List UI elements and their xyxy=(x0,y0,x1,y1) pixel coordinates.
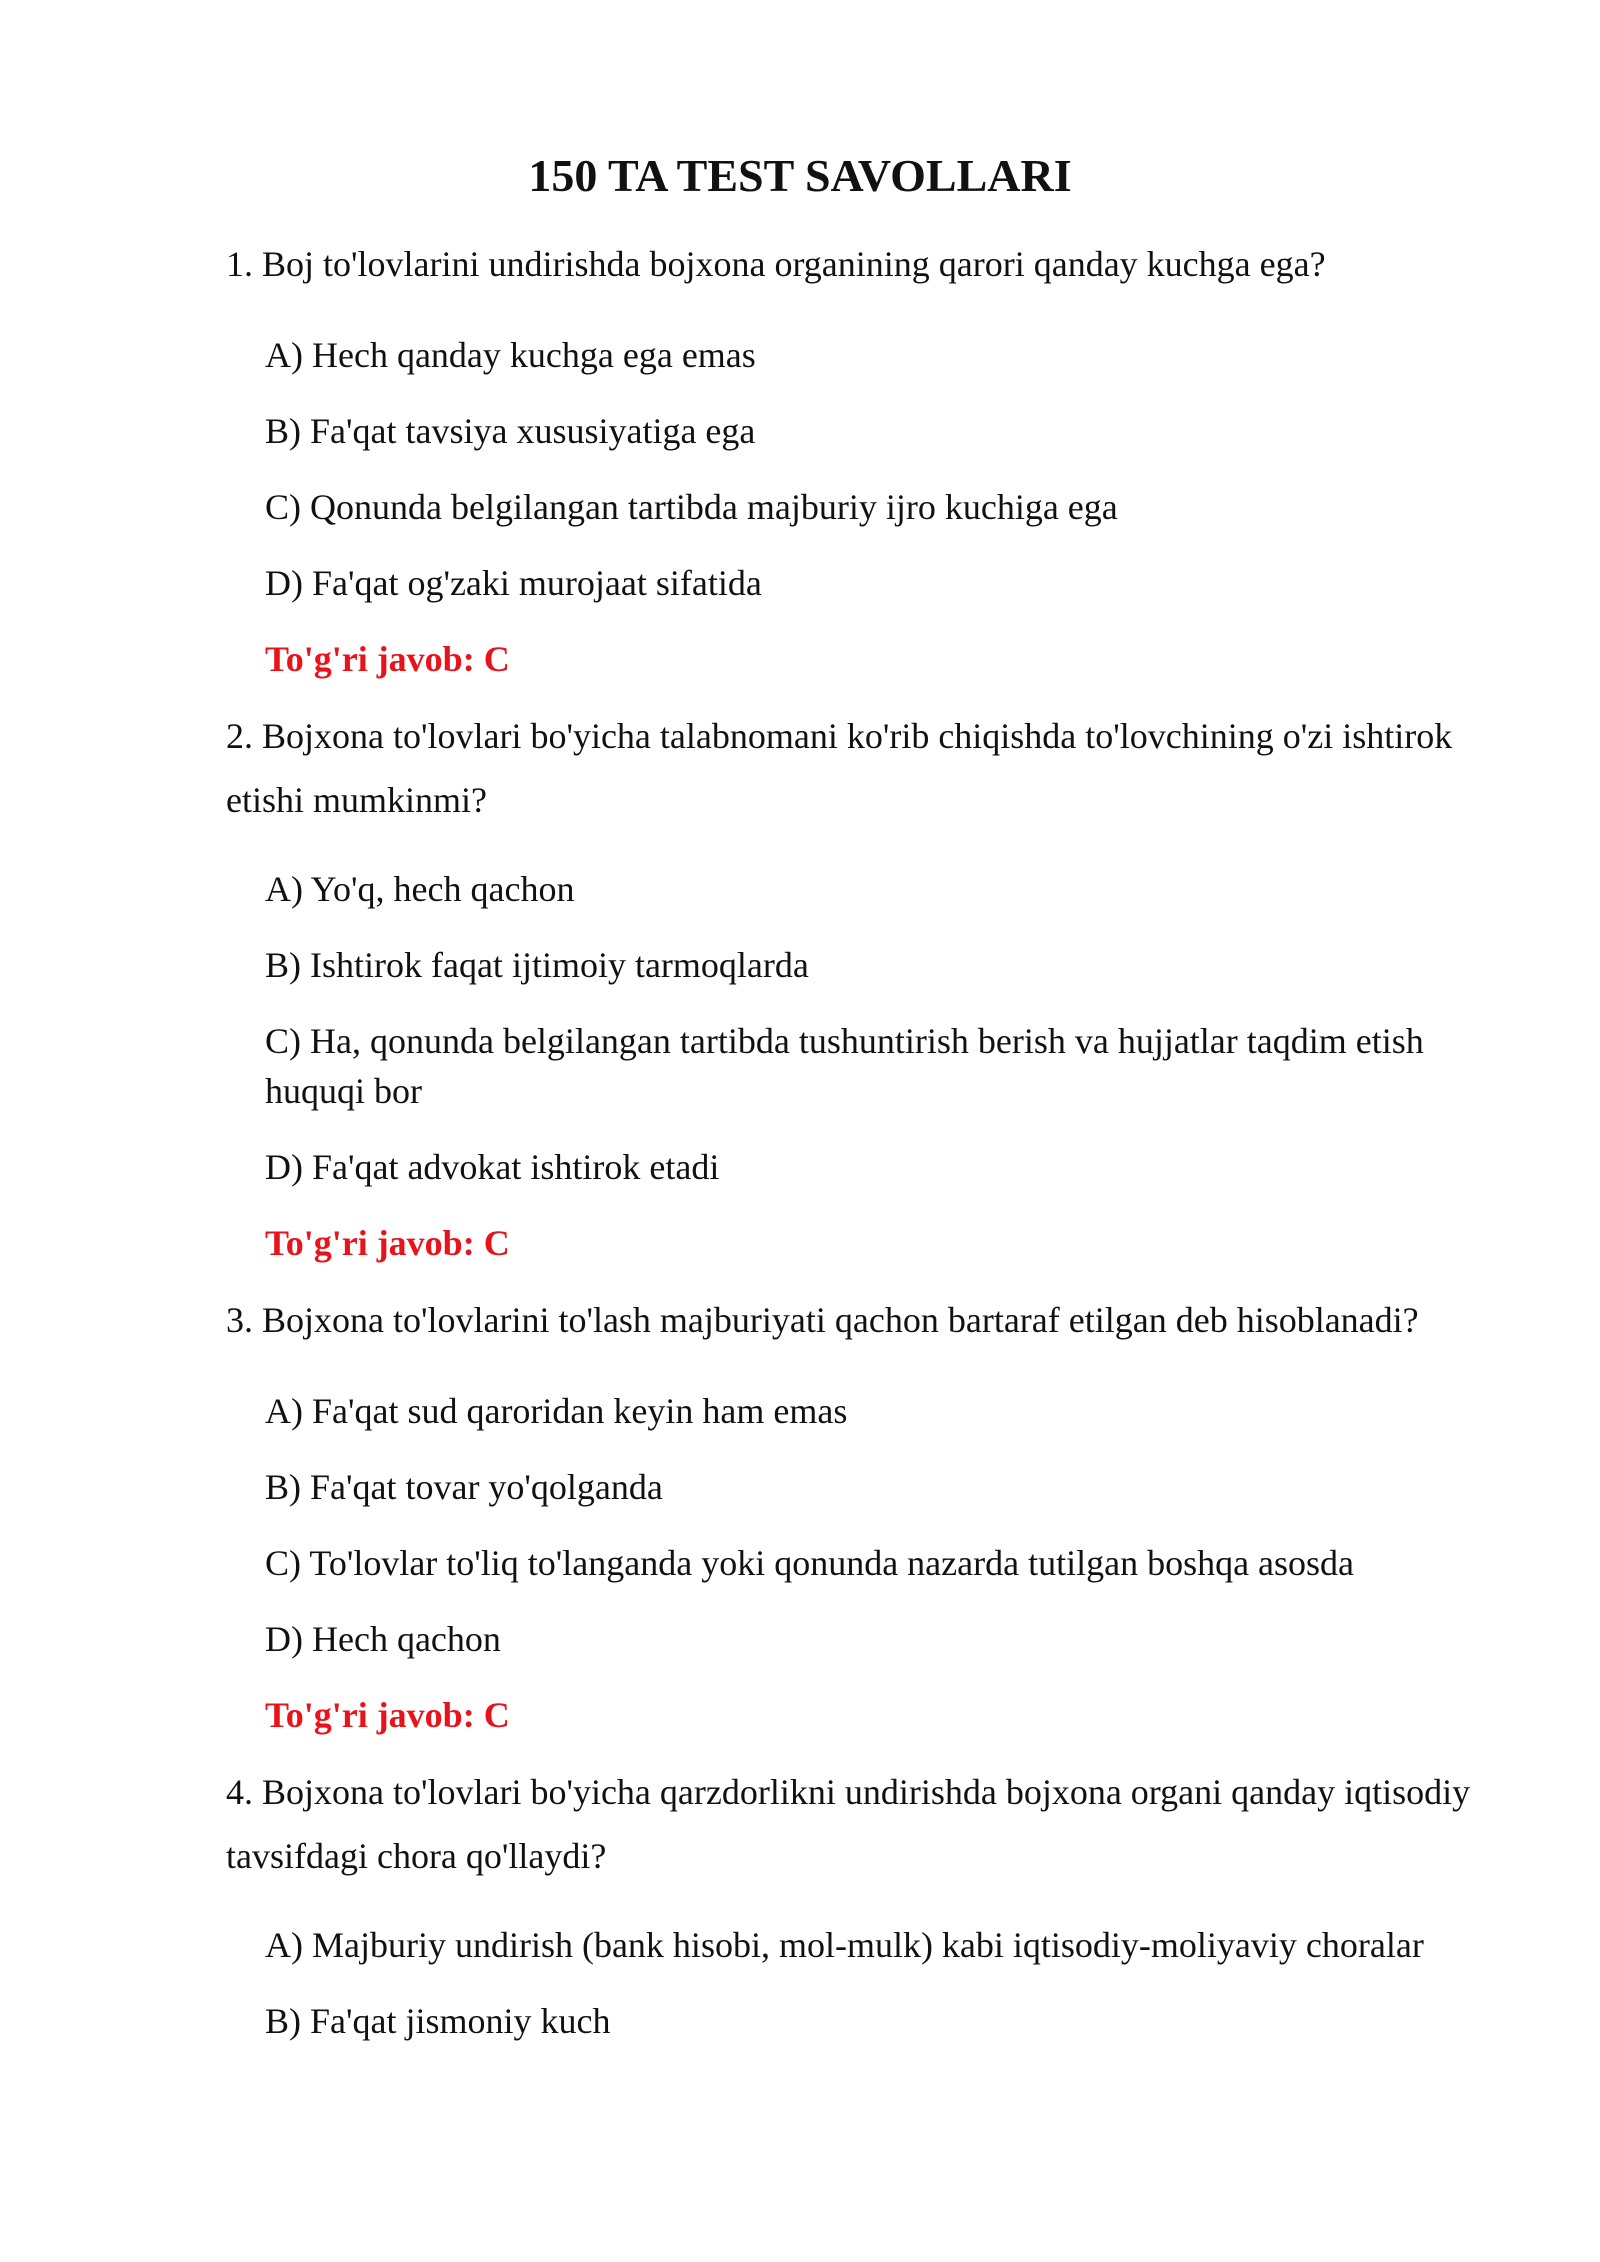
question-1-option-a: A) Hech qanday kuchga ega emas xyxy=(265,335,756,375)
question-1-option-c: C) Qonunda belgilangan tartibda majburiy ijro kuchiga ega xyxy=(265,487,1118,527)
question-1-option-b: B) Fa'qat tavsiya xususiyatiga ega xyxy=(265,411,756,451)
question-2-option-d: D) Fa'qat advokat ishtirok etadi xyxy=(265,1147,720,1187)
question-1-answer: To'g'ri javob: C xyxy=(265,639,510,679)
page-title: 150 TA TEST SAVOLLARI xyxy=(528,150,1072,201)
question-4-option-a: A) Majburiy undirish (bank hisobi, mol-mulk) kabi iqtisodiy-moliyaviy choralar xyxy=(265,1925,1424,1965)
question-2-option-c: C) Ha, qonunda belgilangan tartibda tushuntirish berish va hujjatlar taqdim etish huquqi bor xyxy=(265,1021,1424,1111)
question-3: 3. Bojxona to'lovlarini to'lash majburiyati qachon bartaraf etilgan deb hisoblanadi? xyxy=(226,1300,1419,1340)
question-4: 4. Bojxona to'lovlari bo'yicha qarzdorlikni undirishda bojxona organi qanday iqtisodiy tavsifdagi chora qo'llaydi? xyxy=(226,1772,1471,1876)
question-2: 2. Bojxona to'lovlari bo'yicha talabnomani ko'rib chiqishda to'lovchining o'zi ishtirok etishi mumkinmi? xyxy=(226,716,1453,820)
question-1-option-d: D) Fa'qat og'zaki murojaat sifatida xyxy=(265,563,762,603)
question-2-option-b: B) Ishtirok faqat ijtimoiy tarmoqlarda xyxy=(265,945,809,985)
question-4-option-b: B) Fa'qat jismoniy kuch xyxy=(265,2001,611,2041)
question-1: 1. Boj to'lovlarini undirishda bojxona organining qarori qanday kuchga ega? xyxy=(226,244,1326,284)
question-3-option-d: D) Hech qachon xyxy=(265,1619,501,1659)
question-2-option-a: A) Yo'q, hech qachon xyxy=(265,869,575,909)
question-3-option-b: B) Fa'qat tovar yo'qolganda xyxy=(265,1467,663,1507)
question-2-answer: To'g'ri javob: C xyxy=(265,1223,510,1263)
question-3-answer: To'g'ri javob: C xyxy=(265,1695,510,1735)
question-3-option-a: A) Fa'qat sud qaroridan keyin ham emas xyxy=(265,1391,848,1431)
question-3-option-c: C) To'lovlar to'liq to'langanda yoki qonunda nazarda tutilgan boshqa asosda xyxy=(265,1543,1355,1583)
